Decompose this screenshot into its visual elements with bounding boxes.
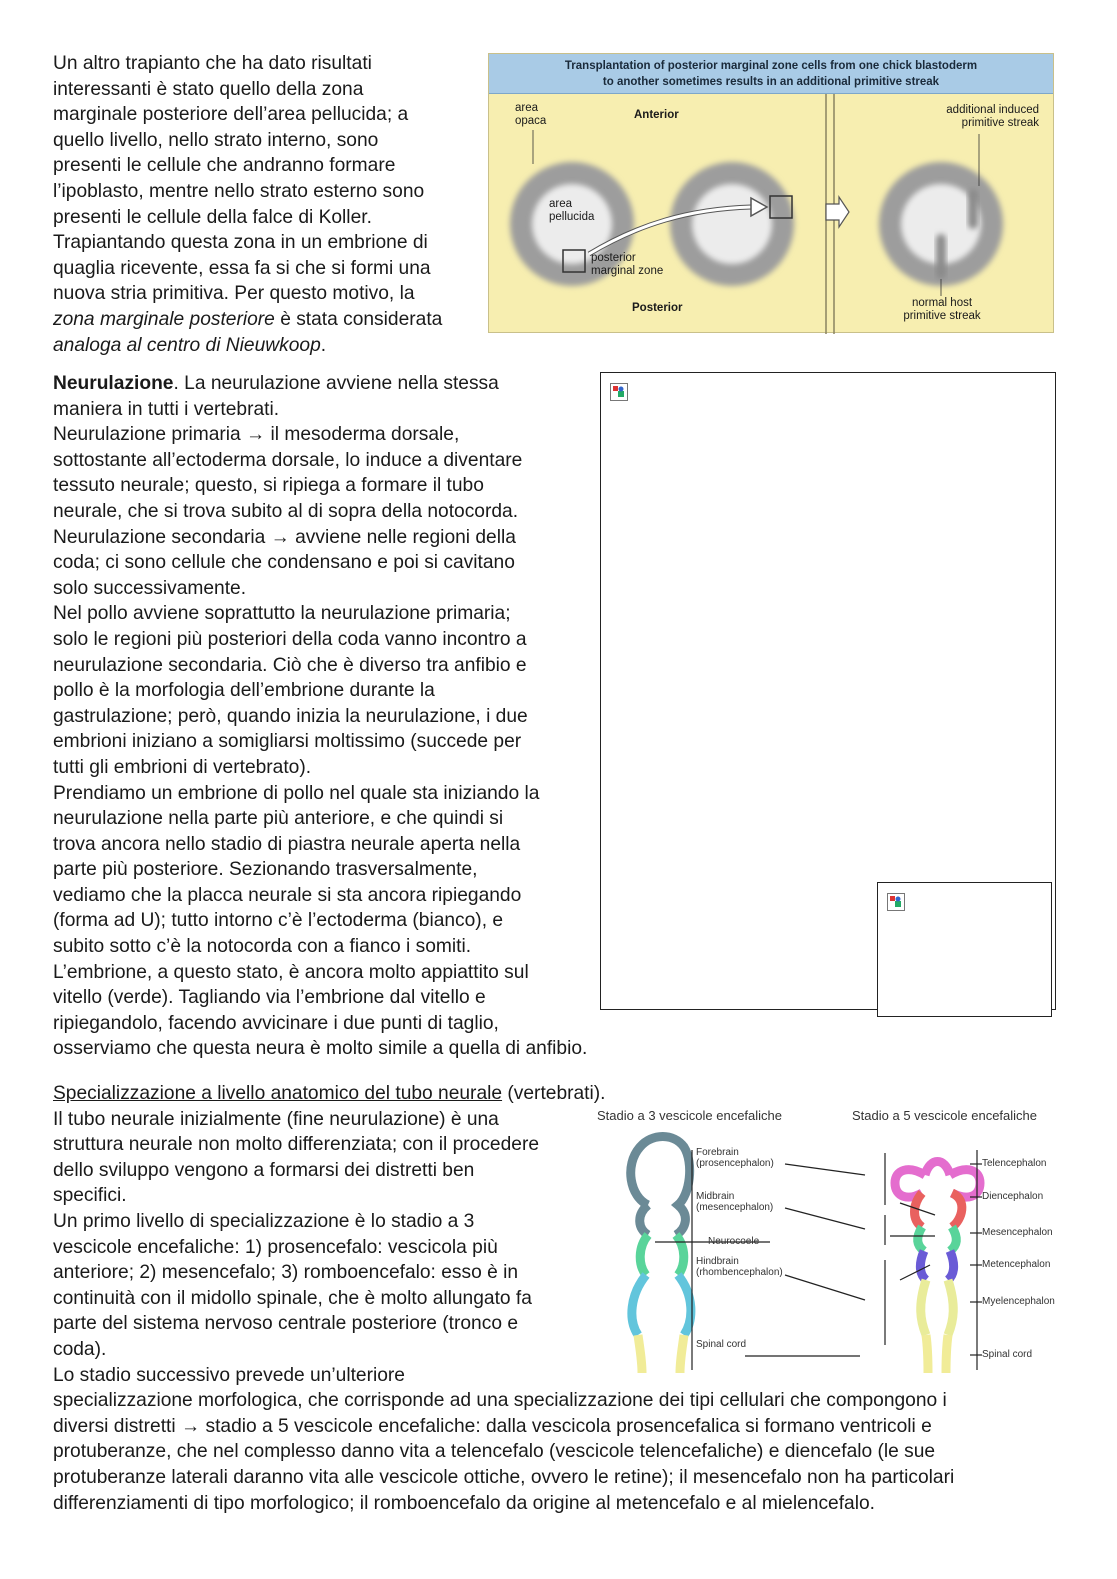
neural-tube-drawing <box>590 1105 1060 1375</box>
mapping-arrow <box>785 1275 865 1300</box>
paragraph-neurulation <box>53 371 587 1062</box>
text-line: Neurulazione secondaria → avviene nelle regioni della <box>53 526 516 548</box>
text-line: pollo è la morfologia dell’embrione durante la <box>53 680 435 702</box>
label-posterior: Posterior <box>632 302 683 314</box>
text-line: Il tubo neurale inizialmente (fine neurulazione) è una <box>53 1108 499 1130</box>
text-line: dello sviluppo vengono a formarsi dei distretti ben <box>53 1159 475 1181</box>
broken-image-icon <box>610 383 628 401</box>
text-fragment: . <box>320 334 327 356</box>
paragraph-transplant <box>53 51 442 358</box>
telencephalon-wall <box>895 1170 980 1197</box>
label-forebrain: Forebrain (prosencephalon) <box>696 1147 774 1169</box>
text-line: neurale, che si trova subito al di sopra della notocorda. <box>53 500 519 522</box>
spinal-cord-wall <box>926 1335 948 1373</box>
text-line <box>53 307 442 333</box>
label-area-pellucida: area pellucida <box>549 198 595 223</box>
text-line: L’embrione, a questo stato, è ancora molto appiattito sul <box>53 961 529 983</box>
text-line: parte del sistema nervoso centrale posteriore (tronco e <box>53 1313 518 1335</box>
text-line: coda; ci sono cellule che condensano e poi si cavitano <box>53 552 515 574</box>
text-line: interessanti è stato quello della zona <box>53 78 364 100</box>
text-line: presenti le cellule della falce di Koller. <box>53 206 372 228</box>
mesencephalon-wall <box>918 1227 957 1251</box>
text-line: tutti gli embrioni di vertebrato). <box>53 756 312 778</box>
figure-brain-vesicles <box>590 1105 1060 1375</box>
text-line: Lo stadio successivo prevede un’ulteriore <box>53 1364 405 1386</box>
figure-title-line: to another sometimes results in an additional primitive streak <box>602 76 940 88</box>
text-line: vescicole encefaliche: 1) prosencefalo: vescicola più <box>53 1236 498 1258</box>
text-line: quello livello, nello strato interno, sono <box>53 129 379 151</box>
label-posterior-marginal-zone: posterior marginal zone <box>591 252 664 277</box>
label-myelencephalon: Myelencephalon <box>982 1296 1055 1307</box>
text-line: embrioni iniziano a somigliarsi moltissimo (succede per <box>53 731 522 753</box>
text-line: gastrulazione; però, quando inizia la neurulazione, i due <box>53 705 528 727</box>
text-line <box>53 371 587 397</box>
label-neurocoele: Neurocoele <box>708 1236 760 1247</box>
text-line: Nel pollo avviene soprattutto la neurulazione primaria; <box>53 603 511 625</box>
section-heading: Specializzazione a livello anatomico del tubo neurale <box>53 1083 503 1104</box>
text-line: marginale posteriore dell’area pellucida; a <box>53 104 409 126</box>
text-line: neurulazione nella parte più anteriore, e che quindi si <box>53 808 504 830</box>
label-hindbrain: Hindbrain (rhombencephalon) <box>696 1256 783 1278</box>
label-anterior: Anterior <box>634 109 679 121</box>
text-line: Trapiantando questa zona in un embrione di <box>53 232 428 254</box>
text-line: protuberanze laterali daranno vita alle vescicole ottiche, ovvero le retine); il mesencefalo non ha particolari <box>53 1466 955 1488</box>
text-line: l’ipoblasto, mentre nello strato esterno sono <box>53 180 425 202</box>
text-line: diversi distretti → stadio a 5 vescicole encefaliche: dalla vescicola prosencefalica si formano ventricoli e <box>53 1415 932 1437</box>
blastoderm-drawing <box>489 54 1055 334</box>
text-line: anteriore; 2) mesencefalo; 3) romboencefalo: esso è in <box>53 1262 519 1284</box>
label-mesencephalon: Mesencephalon <box>982 1227 1053 1238</box>
text-line: solo le regioni più posteriori della coda vanno incontro a <box>53 628 527 650</box>
label-metencephalon: Metencephalon <box>982 1259 1051 1270</box>
italic-term: analoga al centro di Nieuwkoop <box>53 334 321 356</box>
text-line: specializzazione morfologica, che corrisponde ad una specializzazione dei tipi cellulari che compongono i <box>53 1390 947 1412</box>
figure-header-right: Stadio a 5 vescicole encefaliche <box>852 1108 1038 1123</box>
text-line: protuberanze, che nel complesso danno vita a telencefalo (vescicole telencefaliche) e diencefalo (le sue <box>53 1441 936 1463</box>
text-fragment: (vertebrati). <box>502 1083 606 1104</box>
label-midbrain: Midbrain (mesencephalon) <box>696 1191 774 1213</box>
label-telencephalon: Telencephalon <box>982 1158 1047 1169</box>
label-additional-streak: additional induced primitive streak <box>946 104 1039 129</box>
figure-header-left: Stadio a 3 vescicole encefaliche <box>597 1108 783 1123</box>
text-line: Un primo livello di specializzazione è lo stadio a 3 <box>53 1210 475 1232</box>
result-arrow <box>826 197 849 227</box>
label-normal-streak: normal host primitive streak <box>903 297 981 322</box>
text-line: continuità con il midollo spinale, che è molto allungato fa <box>53 1287 532 1309</box>
text-line: specifici. <box>53 1185 127 1207</box>
host-area-pellucida <box>692 184 772 264</box>
text-line: trova ancora nello stadio di piastra neurale aperta nella <box>53 833 521 855</box>
text-line: sottostante all’ectoderma dorsale, lo induce a diventare <box>53 449 523 471</box>
italic-term: zona marginale posteriore <box>53 308 275 330</box>
mapping-arrow <box>785 1208 865 1229</box>
text-line: coda). <box>53 1338 107 1360</box>
text-line: differenziamenti di tipo morfologico; il romboencefalo da origine al metencefalo e al mielencefalo. <box>53 1492 875 1514</box>
text-line: Un altro trapianto che ha dato risultati <box>53 53 372 74</box>
text-line: subito sotto c’è la notocorda con a fianco i somiti. <box>53 936 472 958</box>
text-line: vitello (verde). Tagliando via l’embrione dal vitello e <box>53 987 486 1009</box>
text-line: tessuto neurale; questo, si ripiega a formare il tubo <box>53 475 484 497</box>
figure-title-line: Transplantation of posterior marginal zone cells from one chick blastoderm <box>564 60 978 72</box>
hindbrain-wall <box>632 1275 691 1335</box>
telencephalon-wall <box>925 1162 950 1176</box>
text-line: neurulazione secondaria. Ciò che è diverso tra anfibio e <box>53 654 527 676</box>
mapping-arrow <box>785 1164 865 1175</box>
induced-streak <box>968 189 978 229</box>
label-area-opaca: area opaca <box>515 102 547 127</box>
label-spinal-cord-left: Spinal cord <box>696 1339 747 1350</box>
metencephalon-wall <box>920 1251 953 1280</box>
section-heading: Neurulazione <box>53 373 174 394</box>
text-line <box>53 1081 954 1107</box>
text-line <box>53 333 442 359</box>
text-fragment: è stata considerata <box>274 308 443 330</box>
midbrain-wall <box>640 1235 684 1275</box>
text-line: quaglia ricevente, essa fa si che si formi una <box>53 257 431 279</box>
broken-image-icon <box>887 893 905 911</box>
figure-transplantation <box>488 53 1054 333</box>
text-line: Prendiamo un embrione di pollo nel quale sta iniziando la <box>53 782 540 804</box>
missing-image-frame <box>877 882 1052 1017</box>
myelencephalon-wall <box>921 1280 954 1335</box>
label-diencephalon: Diencephalon <box>982 1191 1044 1202</box>
text-line: maniera in tutti i vertebrati. <box>53 398 280 420</box>
text-line: Neurulazione primaria → il mesoderma dorsale, <box>53 424 460 446</box>
text-line: presenti le cellule che andranno formare <box>53 155 396 177</box>
text-line: parte più posteriore. Sezionando trasversalmente, <box>53 859 478 881</box>
label-spinal-cord-right: Spinal cord <box>982 1349 1033 1360</box>
text-line: (forma ad U); tutto intorno c’è l’ectoderma (bianco), e <box>53 910 504 932</box>
host-streak <box>936 234 946 279</box>
forebrain-wall <box>640 1205 648 1235</box>
text-line: solo successivamente. <box>53 577 247 599</box>
text-line: osserviamo che questa neura è molto simile a quella di anfibio. <box>53 1038 588 1060</box>
text-line: nuova stria primitiva. Per questo motivo, la <box>53 283 415 305</box>
text-line: vediamo che la placca neurale si sta ancora ripiegando <box>53 884 522 906</box>
text-fragment: . La neurulazione avviene nella stessa <box>173 373 499 394</box>
spinal-cord-wall <box>638 1335 684 1373</box>
text-line: struttura neurale non molto differenziata; con il procedere <box>53 1134 540 1156</box>
text-line: ripiegandolo, facendo avvicinare i due punti di taglio, <box>53 1012 499 1034</box>
